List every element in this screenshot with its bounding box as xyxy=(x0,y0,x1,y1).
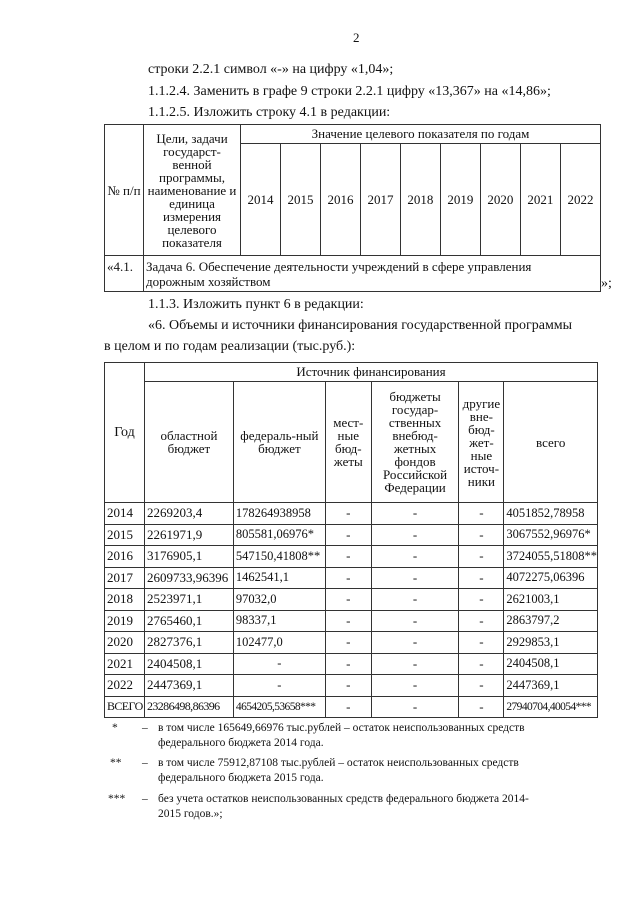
cell-other: - xyxy=(459,632,504,654)
col-goals-header: Цели, задачи государст-венной программы, наименование и единица измерения целевого показателя xyxy=(144,125,241,256)
table-row xyxy=(105,589,598,611)
col-total: всего xyxy=(504,382,598,503)
cell-local: - xyxy=(325,546,371,568)
table-row xyxy=(105,632,598,654)
cell-federal: 102477,0 xyxy=(233,632,325,654)
row-text-line-2: дорожным хозяйством xyxy=(146,274,271,289)
year-2020: 2020 xyxy=(480,144,520,256)
financing-table xyxy=(104,362,598,718)
col-local-budgets: мест-ные бюд-жеты xyxy=(325,382,371,503)
cell-total: 2404508,1 xyxy=(504,653,598,675)
cell-total: 2863797,2 xyxy=(504,610,598,632)
cell-total: 4072275,06396 xyxy=(504,567,598,589)
footnote-dash: – xyxy=(142,757,148,769)
cell-regional: 3176905,1 xyxy=(144,546,233,568)
row-text xyxy=(144,256,601,292)
table-row xyxy=(105,546,598,568)
cell-other: - xyxy=(459,524,504,546)
cell-local: - xyxy=(325,696,371,718)
line-4: 1.1.3. Изложить пункт 6 в редакции: xyxy=(148,297,364,312)
col-federal-budget: федераль-ный бюджет xyxy=(233,382,325,503)
cell-federal: - xyxy=(233,675,325,697)
year-2015: 2015 xyxy=(280,144,320,256)
col-year-header: Год xyxy=(105,363,145,503)
line-6: в целом и по годам реализации (тыс.руб.): xyxy=(104,339,356,354)
cell-extrabudgetary: - xyxy=(371,653,459,675)
table-row xyxy=(105,524,598,546)
year-2019: 2019 xyxy=(440,144,480,256)
table-row xyxy=(105,610,598,632)
cell-year: 2020 xyxy=(105,632,145,654)
cell-year: 2022 xyxy=(105,675,145,697)
cell-year: 2015 xyxy=(105,524,145,546)
cell-regional: 2261971,9 xyxy=(144,524,233,546)
cell-year: 2021 xyxy=(105,653,145,675)
year-2018: 2018 xyxy=(400,144,440,256)
col-other-sources: другие вне-бюд-жет-ные источ-ники xyxy=(459,382,504,503)
footnote-mark: *** xyxy=(108,793,126,805)
table-row xyxy=(105,567,598,589)
table-row xyxy=(105,675,598,697)
cell-extrabudgetary: - xyxy=(371,696,459,718)
line-1: строки 2.2.1 символ «-» на цифру «1,04»; xyxy=(148,62,394,77)
table-row xyxy=(105,696,598,718)
cell-other: - xyxy=(459,696,504,718)
cell-total: 4051852,78958 xyxy=(504,503,598,525)
line-2: 1.1.2.4. Заменить в графе 9 строки 2.2.1 цифру «13,367» на «14,86»; xyxy=(148,84,551,99)
cell-local: - xyxy=(325,567,371,589)
cell-extrabudgetary: - xyxy=(371,675,459,697)
source-group-header: Источник финансирования xyxy=(144,363,597,382)
cell-local: - xyxy=(325,589,371,611)
table1-row-end: »; xyxy=(601,276,612,291)
cell-total: 2621003,1 xyxy=(504,589,598,611)
cell-local: - xyxy=(325,503,371,525)
cell-year: ВСЕГО xyxy=(105,696,145,718)
cell-other: - xyxy=(459,567,504,589)
cell-extrabudgetary: - xyxy=(371,589,459,611)
row-text-line-1: Задача 6. Обеспечение деятельности учреждений в сфере управления xyxy=(146,259,532,274)
cell-other: - xyxy=(459,503,504,525)
cell-year: 2016 xyxy=(105,546,145,568)
footnote-line: 2015 годов.»; xyxy=(158,808,223,820)
cell-total: 3067552,96976* xyxy=(504,524,598,546)
cell-extrabudgetary: - xyxy=(371,632,459,654)
table-row xyxy=(105,653,598,675)
cell-total: 27940704,40054*** xyxy=(504,696,598,718)
cell-extrabudgetary: - xyxy=(371,567,459,589)
cell-extrabudgetary: - xyxy=(371,503,459,525)
footnote-dash: – xyxy=(142,722,148,734)
year-2014: 2014 xyxy=(241,144,281,256)
year-2022: 2022 xyxy=(560,144,600,256)
footnote-mark: * xyxy=(112,722,118,734)
cell-extrabudgetary: - xyxy=(371,610,459,632)
cell-regional: 2404508,1 xyxy=(144,653,233,675)
year-2016: 2016 xyxy=(320,144,360,256)
row-number: «4.1. xyxy=(105,256,144,292)
cell-federal: 547150,41808** xyxy=(233,546,325,568)
cell-federal: - xyxy=(233,653,325,675)
col-num-header: № п/п xyxy=(105,125,144,256)
cell-other: - xyxy=(459,610,504,632)
target-indicator-table xyxy=(104,124,601,292)
footnote-line: федерального бюджета 2014 года. xyxy=(158,737,324,749)
years-group-header: Значение целевого показателя по годам xyxy=(241,125,601,144)
line-5: «6. Объемы и источники финансирования государственной программы xyxy=(148,318,573,333)
cell-regional: 2447369,1 xyxy=(144,675,233,697)
footnote-line: без учета остатков неиспользованных средств федерального бюджета 2014- xyxy=(158,793,529,805)
cell-federal: 178264938958 xyxy=(233,503,325,525)
cell-total: 2447369,1 xyxy=(504,675,598,697)
cell-extrabudgetary: - xyxy=(371,524,459,546)
col-extrabudgetary-funds: бюджеты государ-ственных внебюд-жетных фондов Российской Федерации xyxy=(371,382,459,503)
footnote-line: в том числе 75912,87108 тыс.рублей – остаток неиспользованных средств xyxy=(158,757,519,769)
cell-extrabudgetary: - xyxy=(371,546,459,568)
cell-regional: 2827376,1 xyxy=(144,632,233,654)
line-3: 1.1.2.5. Изложить строку 4.1 в редакции: xyxy=(148,105,391,120)
cell-other: - xyxy=(459,589,504,611)
cell-local: - xyxy=(325,675,371,697)
cell-year: 2019 xyxy=(105,610,145,632)
cell-regional: 23286498,86396 xyxy=(144,696,233,718)
cell-local: - xyxy=(325,610,371,632)
cell-other: - xyxy=(459,546,504,568)
col-regional-budget: областной бюджет xyxy=(144,382,233,503)
cell-regional: 2269203,4 xyxy=(144,503,233,525)
cell-local: - xyxy=(325,632,371,654)
page-number: 2 xyxy=(353,30,360,45)
cell-other: - xyxy=(459,675,504,697)
cell-regional: 2765460,1 xyxy=(144,610,233,632)
cell-federal: 98337,1 xyxy=(233,610,325,632)
cell-federal: 4654205,53658*** xyxy=(233,696,325,718)
table-row xyxy=(105,503,598,525)
cell-year: 2014 xyxy=(105,503,145,525)
footnote-line: в том числе 165649,66976 тыс.рублей – остаток неиспользованных средств xyxy=(158,722,525,734)
cell-regional: 2609733,96396 xyxy=(144,567,233,589)
cell-local: - xyxy=(325,524,371,546)
year-2017: 2017 xyxy=(360,144,400,256)
year-2021: 2021 xyxy=(520,144,560,256)
cell-federal: 97032,0 xyxy=(233,589,325,611)
cell-total: 2929853,1 xyxy=(504,632,598,654)
cell-local: - xyxy=(325,653,371,675)
cell-other: - xyxy=(459,653,504,675)
cell-year: 2018 xyxy=(105,589,145,611)
cell-federal: 1462541,1 xyxy=(233,567,325,589)
cell-federal: 805581,06976* xyxy=(233,524,325,546)
footnote-mark: ** xyxy=(110,757,122,769)
cell-year: 2017 xyxy=(105,567,145,589)
footnote-line: федерального бюджета 2015 года. xyxy=(158,772,324,784)
footnote-dash: – xyxy=(142,793,148,805)
cell-total: 3724055,51808** xyxy=(504,546,598,568)
cell-regional: 2523971,1 xyxy=(144,589,233,611)
